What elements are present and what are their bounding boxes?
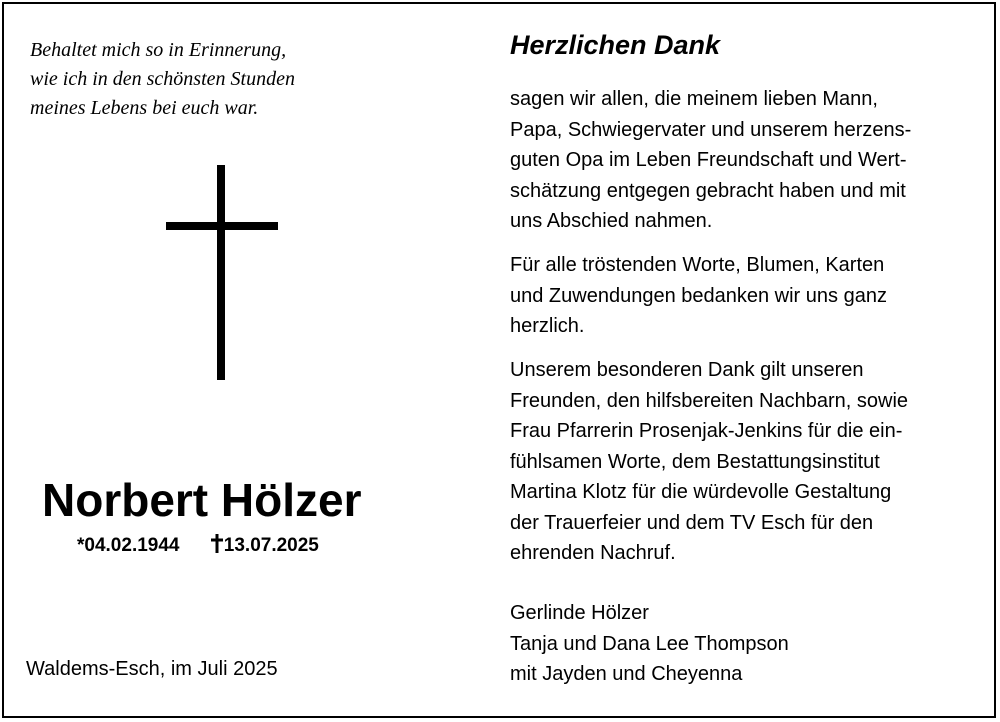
- cross-icon: [166, 165, 278, 380]
- text-line: Freunden, den hilfsbereiten Nachbarn, sowie: [510, 389, 909, 412]
- signatures: [510, 598, 789, 690]
- text-line: Papa, Schwiegervater und unserem herzens-: [510, 118, 912, 141]
- text-line: herzlich.: [510, 315, 585, 337]
- poem-line: Behaltet mich so in Erinnerung,: [30, 39, 287, 61]
- text-line: sagen wir allen, die meinem lieben Mann,: [510, 88, 878, 110]
- signature-line: Gerlinde Hölzer: [510, 602, 649, 624]
- text-line: uns Abschied nahmen.: [510, 210, 713, 232]
- memorial-poem: [30, 36, 370, 123]
- text-line: fühlsamen Worte, dem Bestattungsinstitut: [510, 450, 880, 473]
- text-line: der Trauerfeier und dem TV Esch für den: [510, 511, 874, 534]
- thanks-paragraph-2: [510, 250, 887, 342]
- text-line: Frau Pfarrerin Prosenjak-Jenkins für die ein-: [510, 420, 903, 442]
- thanks-paragraph-3: [510, 355, 908, 569]
- small-cross-icon: [211, 534, 223, 553]
- birth-date: *04.02.1944: [77, 535, 180, 556]
- death-date: 13.07.2025: [223, 535, 319, 556]
- thanks-paragraph-1: [510, 84, 911, 237]
- text-line: ehrenden Nachruf.: [510, 542, 676, 564]
- poem-line: wie ich in den schönsten Stunden: [30, 68, 295, 90]
- life-dates: [77, 534, 319, 558]
- signature-line: Tanja und Dana Lee Thompson: [510, 632, 789, 655]
- signature-line: mit Jayden und Cheyenna: [510, 663, 743, 685]
- text-line: schätzung entgegen gebracht haben und mit: [510, 179, 906, 202]
- deceased-name: Norbert Hölzer: [42, 474, 362, 526]
- text-line: und Zuwendungen bedanken wir uns ganz: [510, 284, 887, 307]
- text-line: Unserem besonderen Dank gilt unseren: [510, 359, 864, 381]
- thanks-heading: Herzlichen Dank: [510, 30, 721, 60]
- text-line: guten Opa im Leben Freundschaft und Wert-: [510, 149, 907, 171]
- text-line: Für alle tröstenden Worte, Blumen, Karten: [510, 254, 885, 276]
- place-and-date: Waldems-Esch, im Juli 2025: [26, 658, 278, 680]
- text-line: Martina Klotz für die würdevolle Gestaltung: [510, 481, 892, 503]
- poem-line: meines Lebens bei euch war.: [30, 97, 259, 119]
- death-date-group: [211, 535, 319, 556]
